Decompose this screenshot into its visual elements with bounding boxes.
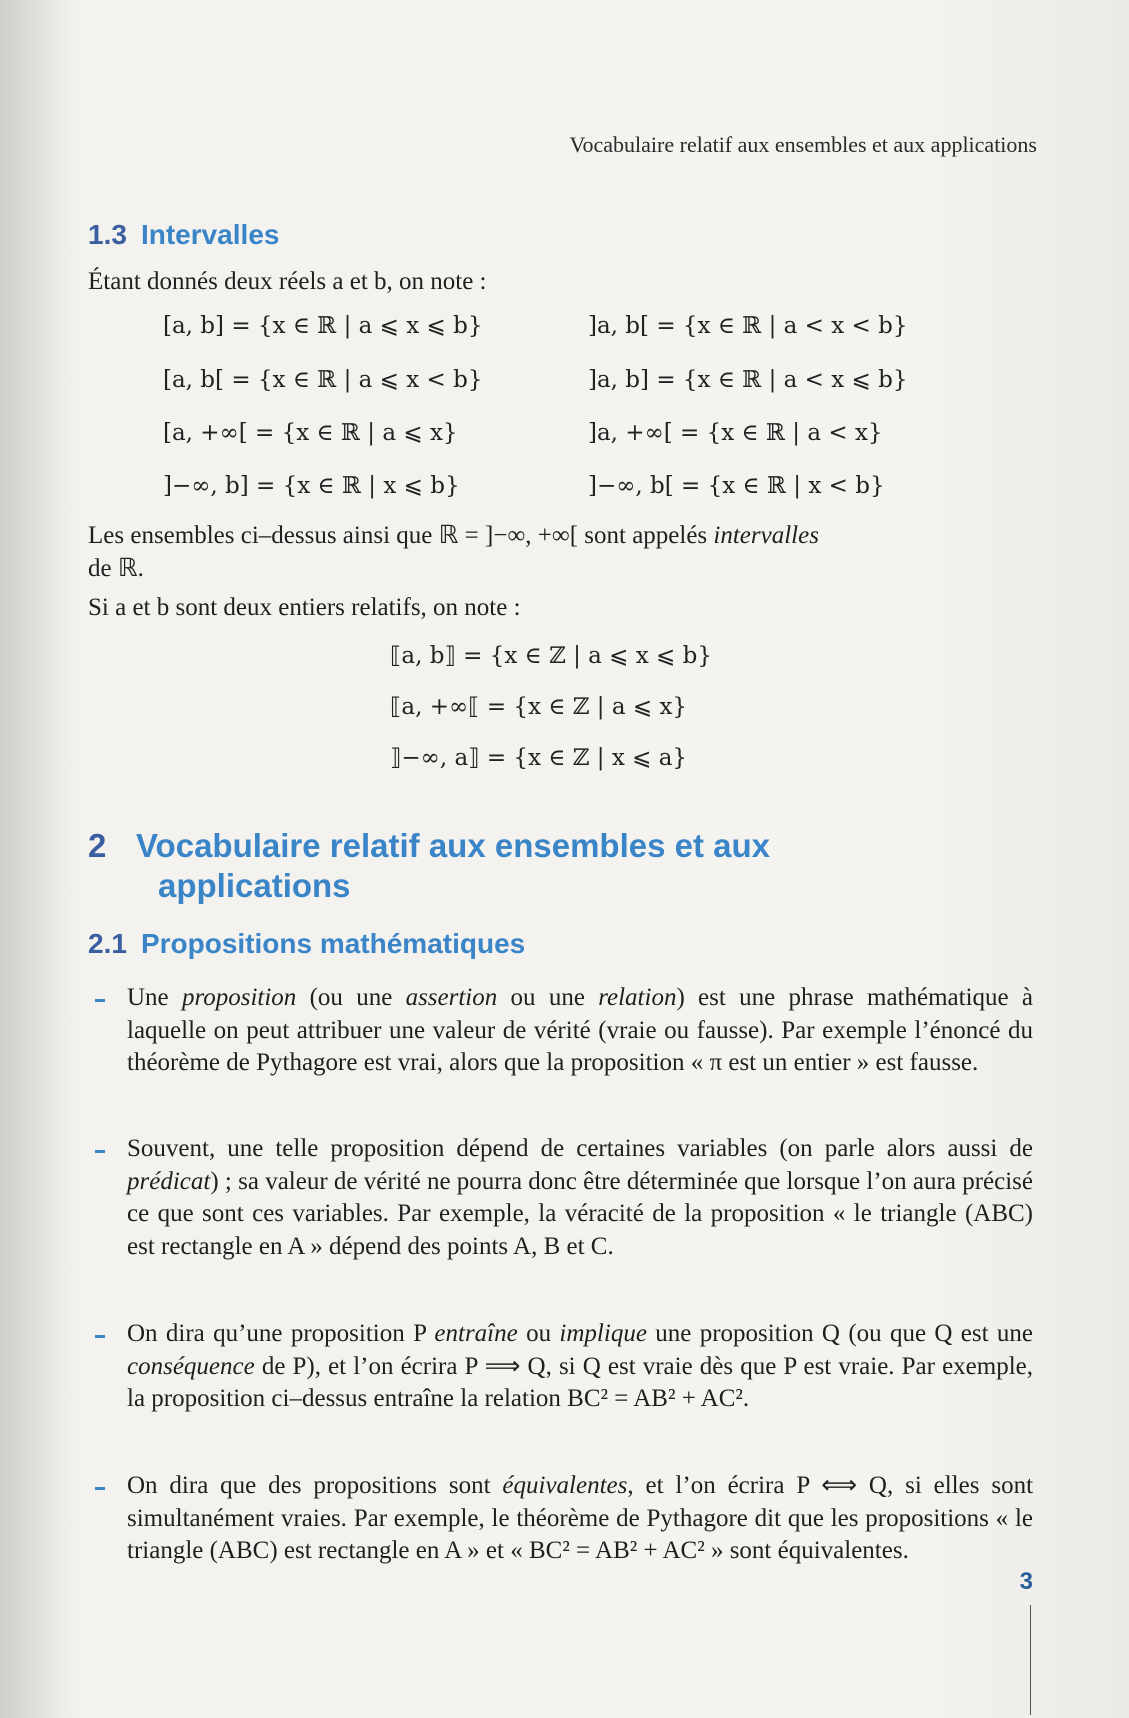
bullet-marker (95, 999, 105, 1002)
section-number: 2.1 (88, 928, 127, 959)
integer-interval-closed: ⟦a, b⟧ = {x ∈ ℤ | a ⩽ x ⩽ b} (390, 643, 712, 669)
integer-interval-infinite: ⟦a, +∞⟦ = {x ∈ ℤ | a ⩽ x} (390, 694, 688, 720)
note-text: Les ensembles ci–dessus ainsi que ℝ = ]−∞, +∞[ sont appelés (88, 522, 714, 549)
interval-closed: [a, b] = {x ∈ ℝ | a ⩽ x ⩽ b} (163, 313, 483, 339)
interval-minus-infinite-open: ]−∞, b[ = {x ∈ ℝ | x < b} (588, 473, 885, 499)
bullet-marker (95, 1150, 105, 1153)
interval-minus-infinite-closed: ]−∞, b] = {x ∈ ℝ | x ⩽ b} (163, 473, 460, 499)
running-header: Vocabulaire relatif aux ensembles et aux applications (569, 132, 1037, 157)
paragraph-equivalence: On dira que des propositions sont équivalentes, et l’on écrira P ⟺ Q, si elles sont simultanément vraies. Par exemple, le théorème de Pythagore dit que les propositions « le triangle (ABC) est rectangle en A » et « BC² = AB² + AC² » sont équivalentes. (127, 1472, 1034, 1564)
paragraph-predicat: Souvent, une telle proposition dépend de certaines variables (on parle alors aussi de prédicat) ; sa valeur de vérité ne pourra donc être déterminée que lorsque l’on aura précisé ce que sont ces variables. Par exemple, la véracité de la proposition « le triangle (ABC) est rectangle en A » dépend des points A, B et C. (127, 1135, 1033, 1260)
note-emphasis: intervalles (713, 522, 819, 549)
intervals-note (88, 519, 1033, 585)
section-heading-1-3 (88, 219, 279, 251)
section-title: Intervalles (140, 219, 280, 250)
paragraph-proposition: Une proposition (ou une assertion ou une relation) est une phrase mathématique à laquelle on peut attribuer une valeur de vérité (vraie ou fausse). Par exemple l’énoncé du théorème de Pythagore est vrai, alors que la proposition « π est un entier » est fausse. (127, 984, 1033, 1076)
section-heading-2-1 (88, 928, 525, 960)
section-title: Propositions mathématiques (140, 928, 526, 959)
page-number: 3 (1019, 1568, 1033, 1595)
bullet-marker (95, 1335, 105, 1338)
section-number: 2 (88, 827, 107, 864)
bullet-marker (95, 1487, 105, 1490)
scan-shadow (0, 0, 80, 1718)
interval-closed-infinite: [a, +∞[ = {x ∈ ℝ | a ⩽ x} (163, 420, 458, 446)
section-heading-2 (88, 826, 770, 906)
section-number: 1.3 (88, 219, 127, 250)
section-title-line2: applications (158, 867, 351, 904)
interval-left-closed: [a, b[ = {x ∈ ℝ | a ⩽ x < b} (163, 367, 483, 393)
integer-intro: Si a et b sont deux entiers relatifs, on note : (88, 594, 521, 621)
interval-open: ]a, b[ = {x ∈ ℝ | a < x < b} (588, 313, 908, 339)
interval-open-infinite: ]a, +∞[ = {x ∈ ℝ | a < x} (588, 420, 883, 446)
interval-right-closed: ]a, b] = {x ∈ ℝ | a < x ⩽ b} (588, 367, 908, 393)
paragraph-implication: On dira qu’une proposition P entraîne ou implique une proposition Q (ou que Q est une conséquence de P), et l’on écrira P ⟹ Q, si Q est vraie dès que P est vraie. Par exemple, la proposition ci–dessus entraîne la relation BC² = AB² + AC². (127, 1320, 1034, 1412)
integer-interval-minus-infinite: ⟧−∞, a⟧ = {x ∈ ℤ | x ⩽ a} (390, 745, 688, 771)
note-text-end: de ℝ. (88, 555, 144, 582)
page-edge-line (1030, 1605, 1031, 1715)
section-title-line1: Vocabulaire relatif aux ensembles et aux (136, 827, 770, 864)
intro-text: Étant donnés deux réels a et b, on note : (88, 268, 487, 295)
